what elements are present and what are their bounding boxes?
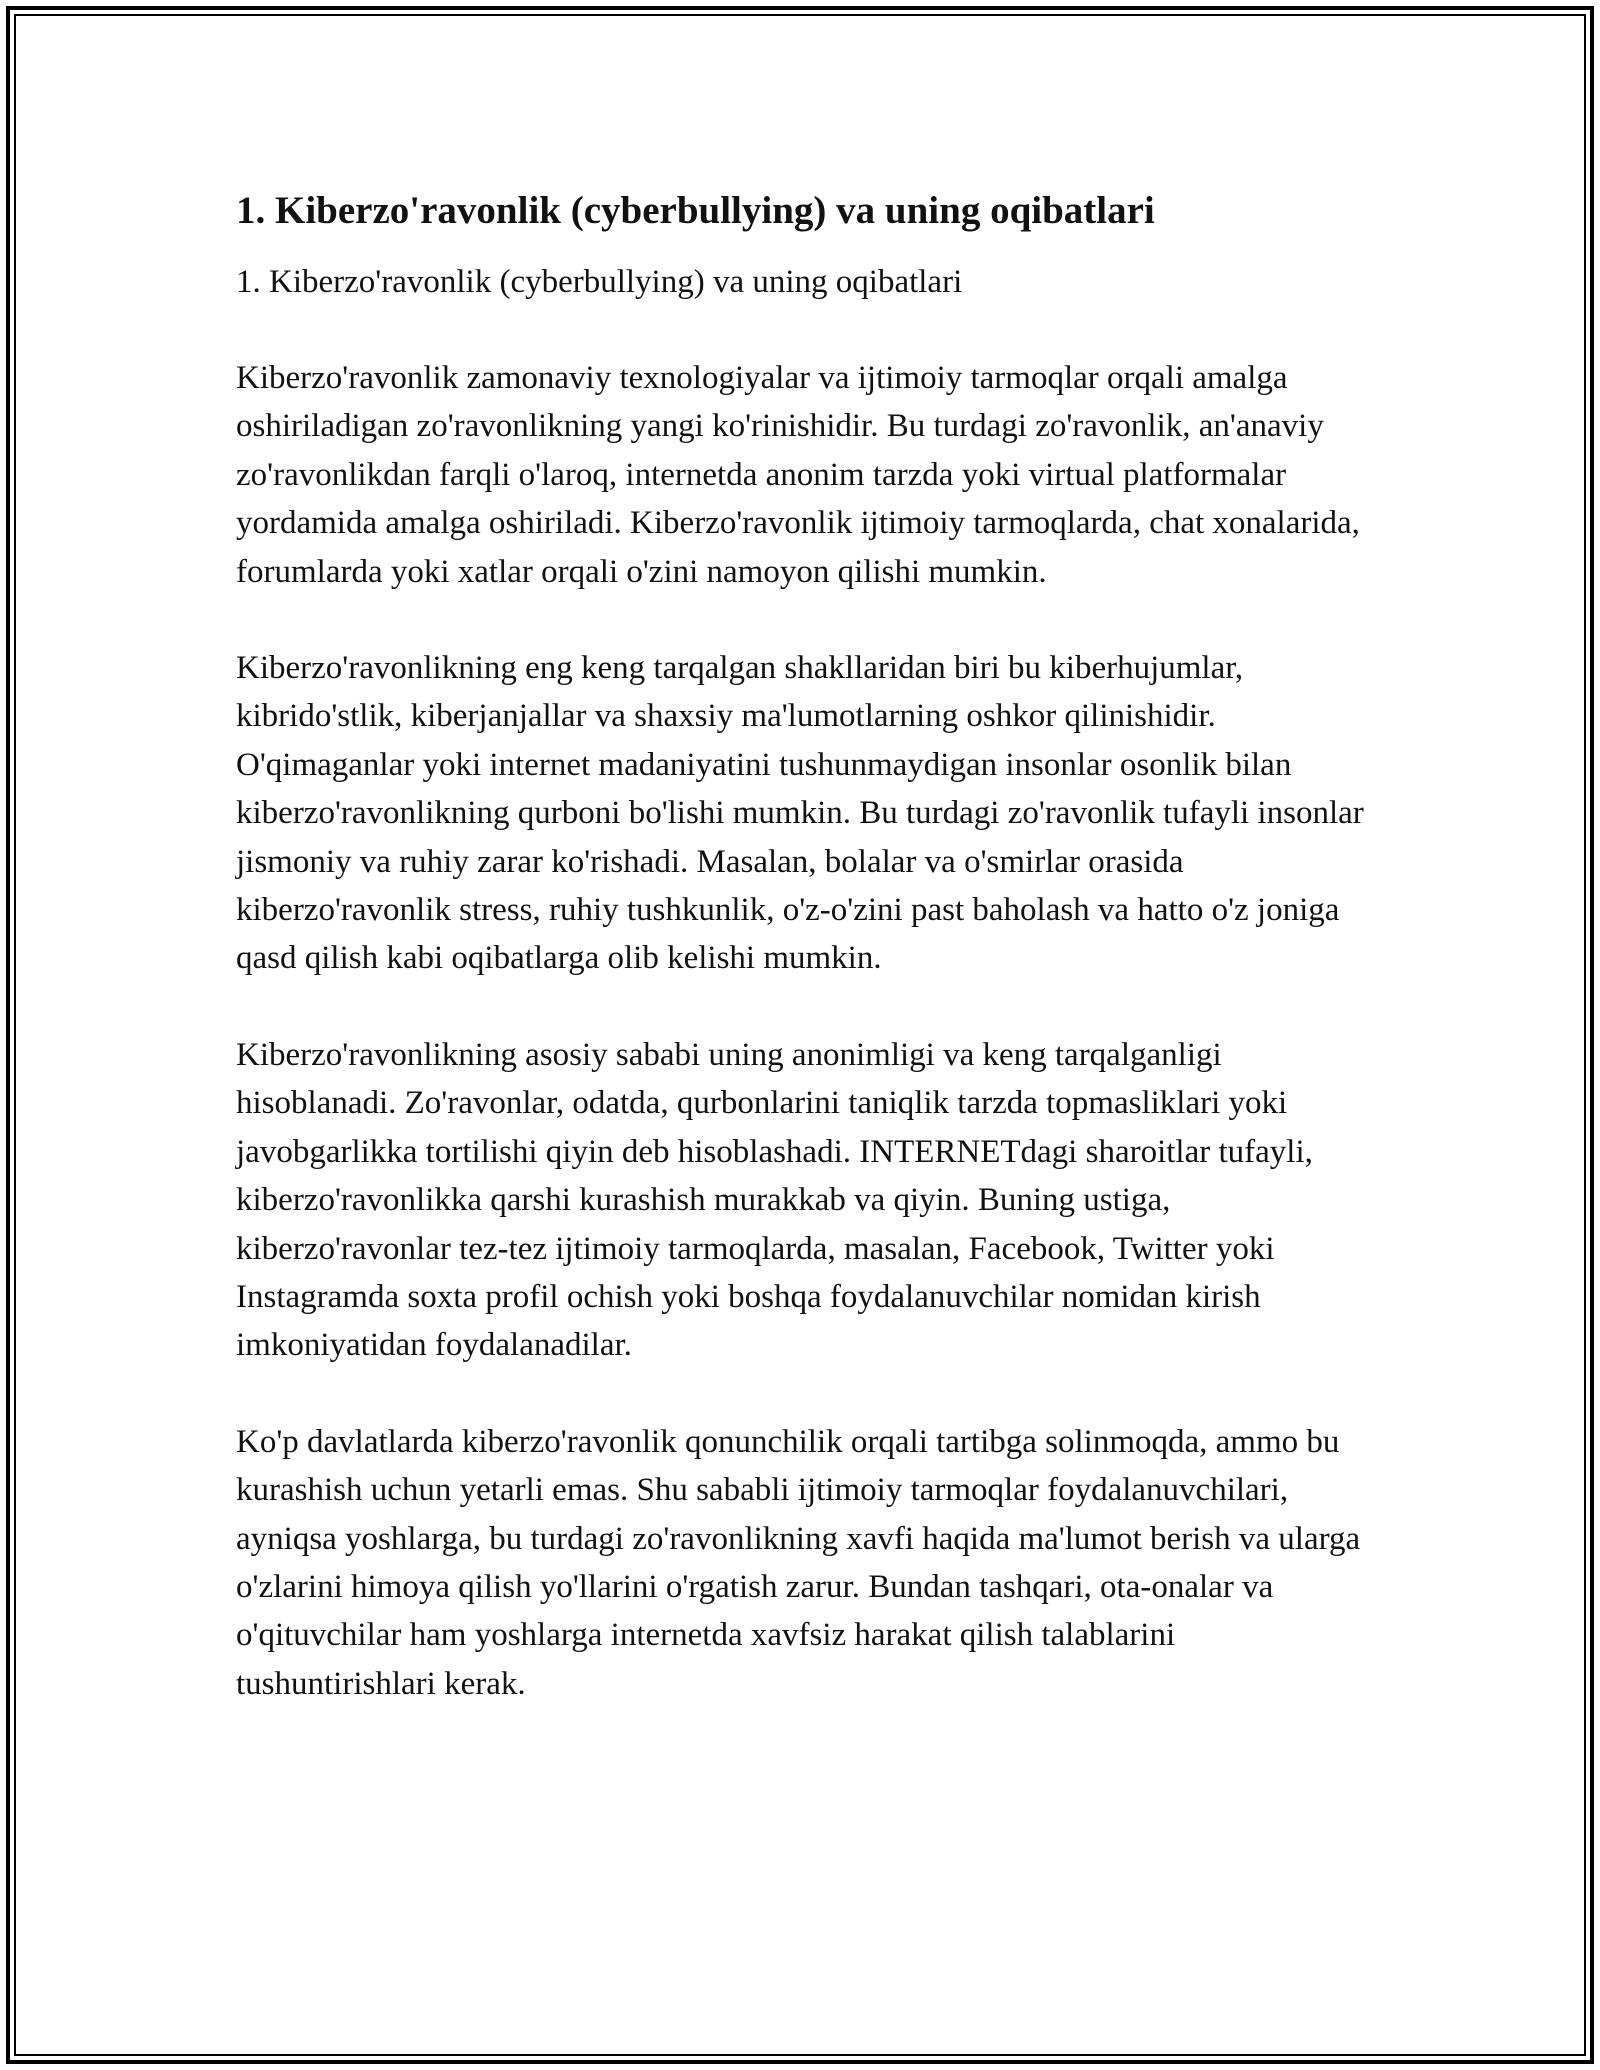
- paragraph-2: Kiberzo'ravonlikning eng keng tarqalgan shakllaridan biri bu kiberhujumlar, kibrido'stlik, kiberjanjallar va shaxsiy ma'lumotlarning oshkor qilinishidir. O'qimaganlar yoki internet madaniyatini tushunmaydigan insonlar osonlik bilan kiberzo'ravonlikning qurboni bo'lishi mumkin. Bu turdagi zo'ravonlik tufayli insonlar jismoniy va ruhiy zarar ko'rishadi. Masalan, bolalar va o'smirlar orasida kiberzo'ravonlik stress, ruhiy tushkunlik, o'z-o'zini past baholash va hatto o'z joniga qasd qilish kabi oqibatlarga olib kelishi mumkin.: [236, 650, 1364, 977]
- paragraph-4: Ko'p davlatlarda kiberzo'ravonlik qonunchilik orqali tartibga solinmoqda, ammo bu kurashish uchun yetarli emas. Shu sababli ijtimoiy tarmoqlar foydalanuvchilari, ayniqsa yoshlarga, bu turdagi zo'ravonlikning xavfi haqida ma'lumot berish va ularga o'zlarini himoya qilish yo'llarini o'rgatish zarur. Bundan tashqari, ota-onalar va o'qituvchilar ham yoshlarga internetda xavfsiz harakat qilish talablarini tushuntirishlari kerak.: [236, 1423, 1361, 1702]
- paragraph-1: Kiberzo'ravonlik zamonaviy texnologiyalar va ijtimoiy tarmoqlar orqali amalga oshiriladigan zo'ravonlikning yangi ko'rinishidir. Bu turdagi zo'ravonlik, an'anaviy zo'ravonlikdan farqli o'laroq, internetda anonim tarzda yoki virtual platformalar yordamida amalga oshiriladi. Kiberzo'ravonlik ijtimoiy tarmoqlarda, chat xonalarida, forumlarda yoki xatlar orqali o'zini namoyon qilishi mumkin.: [236, 360, 1360, 590]
- document-body: [236, 186, 1366, 1756]
- section-heading: 1. Kiberzo'ravonlik (cyberbullying) va uning oqibatlari: [236, 189, 1155, 232]
- section-subheading: 1. Kiberzo'ravonlik (cyberbullying) va uning oqibatlari: [236, 264, 963, 300]
- paragraph-3: Kiberzo'ravonlikning asosiy sababi uning anonimligi va keng tarqalganligi hisoblanadi. Zo'ravonlar, odatda, qurbonlarini taniqlik tarzda topmasliklari yoki javobgarlikka tortilishi qiyin deb hisoblashadi. INTERNETdagi sharoitlar tufayli, kiberzo'ravonlikka qarshi kurashish murakkab va qiyin. Buning ustiga, kiberzo'ravonlar tez-tez ijtimoiy tarmoqlarda, masalan, Facebook, Twitter yoki Instagramda soxta profil ochish yoki boshqa foydalanuvchilar nomidan kirish imkoniyatidan foydalanadilar.: [236, 1036, 1313, 1364]
